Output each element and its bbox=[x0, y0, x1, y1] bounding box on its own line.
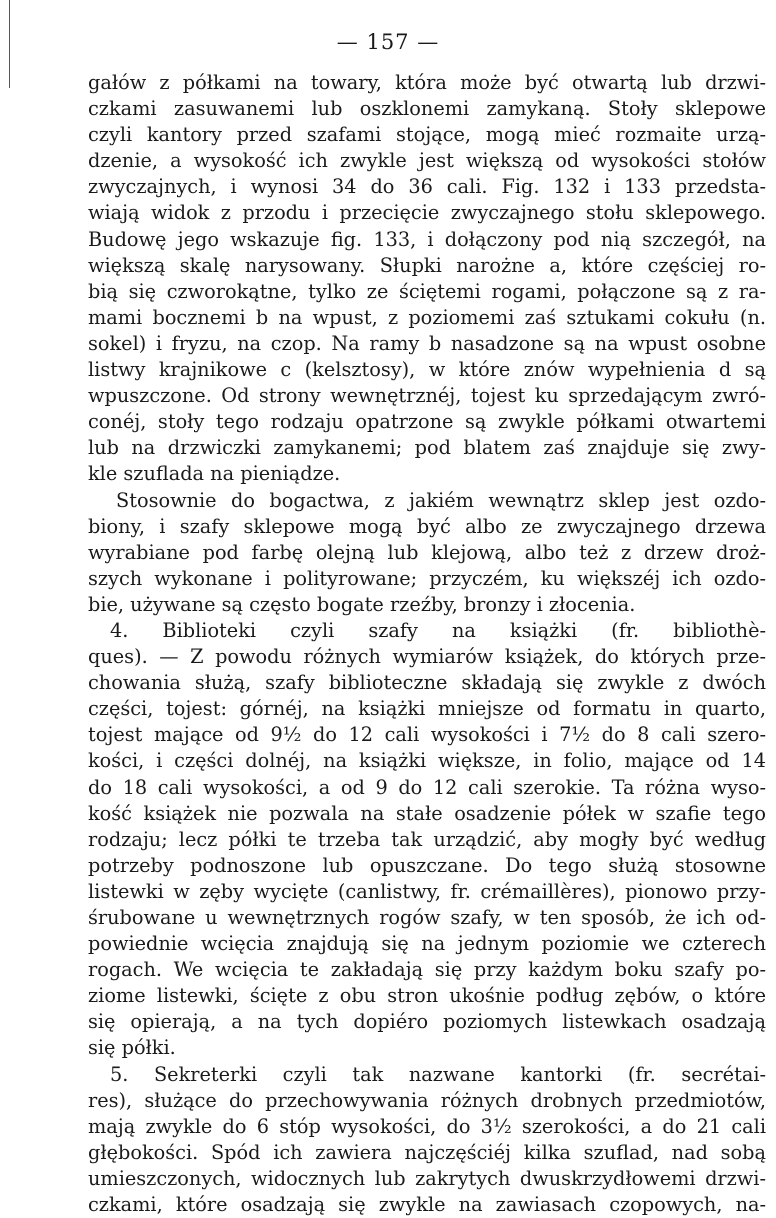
text-line: ziome listewki, ścięte z obu stron ukośnie podług zębów, o które bbox=[88, 984, 766, 1008]
text-line: rodzaju; lecz półki te trzeba tak urządzić, aby mogły być według bbox=[88, 827, 766, 851]
text-line: czyli kantory przed szafami stojące, mogą mieć rozmaite urzą- bbox=[88, 123, 766, 147]
text-line: mami bocznemi b na wpust, z poziomemi zaś sztukami cokułu (n. bbox=[88, 305, 766, 329]
text-line: dzenie, a wysokość ich zwykle jest większą od wysokości stołów bbox=[88, 149, 766, 173]
text-line: części, tojest: górnéj, na książki mniejsze od formatu in quarto, bbox=[88, 697, 766, 721]
text-line: wyrabiane pod farbę olejną lub klejową, albo też z drzew droż- bbox=[88, 540, 766, 564]
text-line: res), służące do przechowywania różnych drobnych przedmiotów, bbox=[88, 1088, 766, 1112]
text-line: rogach. We wcięcia te zakładają się przy każdym boku szafy po- bbox=[88, 958, 766, 982]
body-text bbox=[88, 70, 766, 1218]
text-line: conéj, stoły tego rodzaju opatrzone są zwykle półkami otwartemi bbox=[88, 410, 766, 434]
text-line: do 18 cali wysokości, a od 9 do 12 cali szerokie. Ta różna wyso- bbox=[88, 775, 766, 799]
text-line: czkami zasuwanemi lub oszklonemi zamykaną. Stoły sklepowe bbox=[88, 97, 766, 121]
text-line: Budowę jego wskazuje fig. 133, i dołączony pod nią szczegół, na bbox=[88, 227, 766, 251]
text-line: głębokości. Spód ich zawiera najczęściéj kilka szuflad, nad sobą bbox=[88, 1140, 766, 1164]
text-line: 4. Biblioteki czyli szafy na książki (fr. bibliothè- bbox=[110, 618, 766, 642]
text-line: ques). — Z powodu różnych wymiarów książek, do których prze- bbox=[88, 645, 766, 669]
text-line: listwy krajnikowe c (kelsztosy), w które znów wypełnienia d są bbox=[88, 358, 766, 382]
text-line: się półki. bbox=[88, 1036, 176, 1060]
text-line: 5. Sekreterki czyli tak nazwane kantorki (fr. secrétai- bbox=[110, 1062, 766, 1086]
text-line: kle szuflada na pieniądze. bbox=[88, 462, 341, 486]
text-line: szych wykonane i polityrowane; przyczém, ku większéj ich ozdo- bbox=[88, 566, 766, 590]
page-number: — 157 — bbox=[336, 30, 440, 54]
text-line: zwyczajnych, i wynosi 34 do 36 cali. Fig. 132 i 133 przedsta- bbox=[88, 175, 766, 199]
text-line: wpuszczone. Od strony wewnętrznéj, tojest ku sprzedającym zwró- bbox=[88, 384, 766, 408]
text-line: biony, i szafy sklepowe mogą być albo ze zwyczajnego drzewa bbox=[88, 514, 766, 538]
text-line: umieszczonych, widocznych lub zakrytych dwuskrzydłowemi drzwi- bbox=[88, 1166, 766, 1190]
text-line: czkami, które osadzają się zwykle na zawiasach czopowych, na- bbox=[88, 1193, 766, 1217]
text-line: sokel) i fryzu, na czop. Na ramy b nasadzone są na wpust osobne bbox=[88, 331, 766, 355]
text-line: mają zwykle do 6 stóp wysokości, do 3½ szerokości, a do 21 cali bbox=[88, 1114, 766, 1138]
text-line: kość książek nie pozwala na stałe osadzenie półek w szafie tego bbox=[88, 801, 766, 825]
text-line: potrzeby podnoszone lub opuszczane. Do tego służą stosowne bbox=[88, 853, 766, 877]
text-line: chowania służą, szafy biblioteczne składają się zwykle z dwóch bbox=[88, 671, 766, 695]
text-line: powiednie wcięcia znajdują się na jednym poziomie we czterech bbox=[88, 932, 766, 956]
text-line: bie, używane są często bogate rzeźby, bronzy i złocenia. bbox=[88, 592, 636, 616]
text-line: tojest mające od 9½ do 12 cali wysokości i 7½ do 8 cali szero- bbox=[88, 723, 766, 747]
text-line: Stosownie do bogactwa, z jakiém wewnątrz sklep jest ozdo- bbox=[116, 488, 766, 512]
text-line: się opierają, a na tych dopiéro poziomych listewkach osadzają bbox=[88, 1010, 766, 1034]
text-line: kości, i części dolnéj, na książki większe, in folio, mające od 14 bbox=[88, 749, 766, 773]
text-line: śrubowane u wewnętrznych rogów szafy, w ten sposób, że ich od- bbox=[88, 906, 766, 929]
text-line: bią się czworokątne, tylko ze ściętemi rogami, połączone są z ra- bbox=[88, 279, 766, 303]
text-line: wiają widok z przodu i przecięcie zwyczajnego stołu sklepowego. bbox=[88, 201, 766, 225]
text-line: lub na drzwiczki zamykanemi; pod blatem zaś znajduje się zwy- bbox=[88, 436, 766, 460]
text-line: gałów z półkami na towary, która może być otwartą lub drzwi- bbox=[88, 71, 766, 94]
text-line: większą skalę narysowany. Słupki narożne a, które częściej ro- bbox=[88, 253, 766, 277]
text-line: listewki w zęby wycięte (canlistwy, fr. crémaillères), pionowo przy- bbox=[88, 879, 766, 903]
